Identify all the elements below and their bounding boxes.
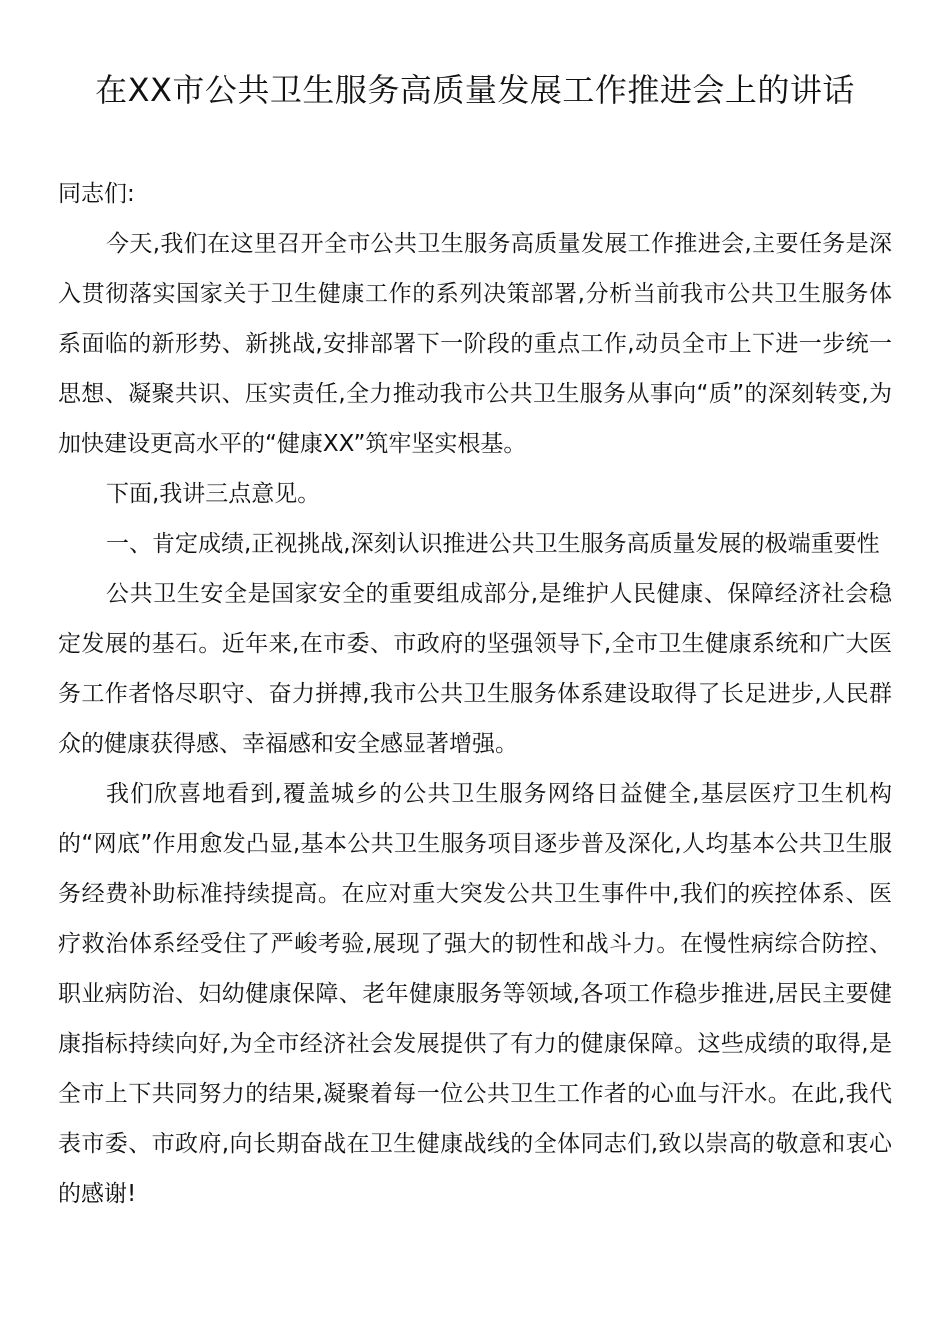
document-title: 在XX市公共卫生服务高质量发展工作推进会上的讲话 <box>95 71 855 109</box>
paragraph-outline: 下面,我讲三点意见。 <box>106 481 321 507</box>
section-heading-1: 一、肯定成绩,正视挑战,深刻认识推进公共卫生服务高质量发展的极端重要性 <box>106 531 880 557</box>
paragraph-achievements: 我们欣喜地看到,覆盖城乡的公共卫生服务网络日益健全,基层医疗卫生机构的“网底”作用愈发凸显,基本公共卫生服务项目逐步普及深化,人均基本公共卫生服务经费补助标准持续提高。在应对重大突发公共卫生事件中,我们的疾控体系、医疗救治体系经受住了严峻考验,展现了强大的韧性和战斗力。在慢性病综合防控、职业病防治、妇幼健康保障、老年健康服务等领域,各项工作稳步推进,居民主要健康指标持续向好,为全市经济社会发展提供了有力的健康保障。这些成绩的取得,是全市上下共同努力的结果,凝聚着每一位公共卫生工作者的心血与汗水。在此,我代表市委、市政府,向长期奋战在卫生健康战线的全体同志们,致以崇高的敬意和衷心的感谢! <box>58 781 892 1207</box>
document-body <box>58 169 892 1219</box>
paragraph-intro: 今天,我们在这里召开全市公共卫生服务高质量发展工作推进会,主要任务是深入贯彻落实国家关于卫生健康工作的系列决策部署,分析当前我市公共卫生服务体系面临的新形势、新挑战,安排部署下一阶段的重点工作,动员全市上下进一步统一思想、凝聚共识、压实责任,全力推动我市公共卫生服务从事向“质”的深刻转变,为加快建设更高水平的“健康XX”筑牢坚实根基。 <box>58 231 892 457</box>
paragraph-public-health-security: 公共卫生安全是国家安全的重要组成部分,是维护人民健康、保障经济社会稳定发展的基石。近年来,在市委、市政府的坚强领导下,全市卫生健康系统和广大医务工作者恪尽职守、奋力拼搏,我市公共卫生服务体系建设取得了长足进步,人民群众的健康获得感、幸福感和安全感显著增强。 <box>58 581 892 757</box>
greeting: 同志们: <box>58 181 135 207</box>
